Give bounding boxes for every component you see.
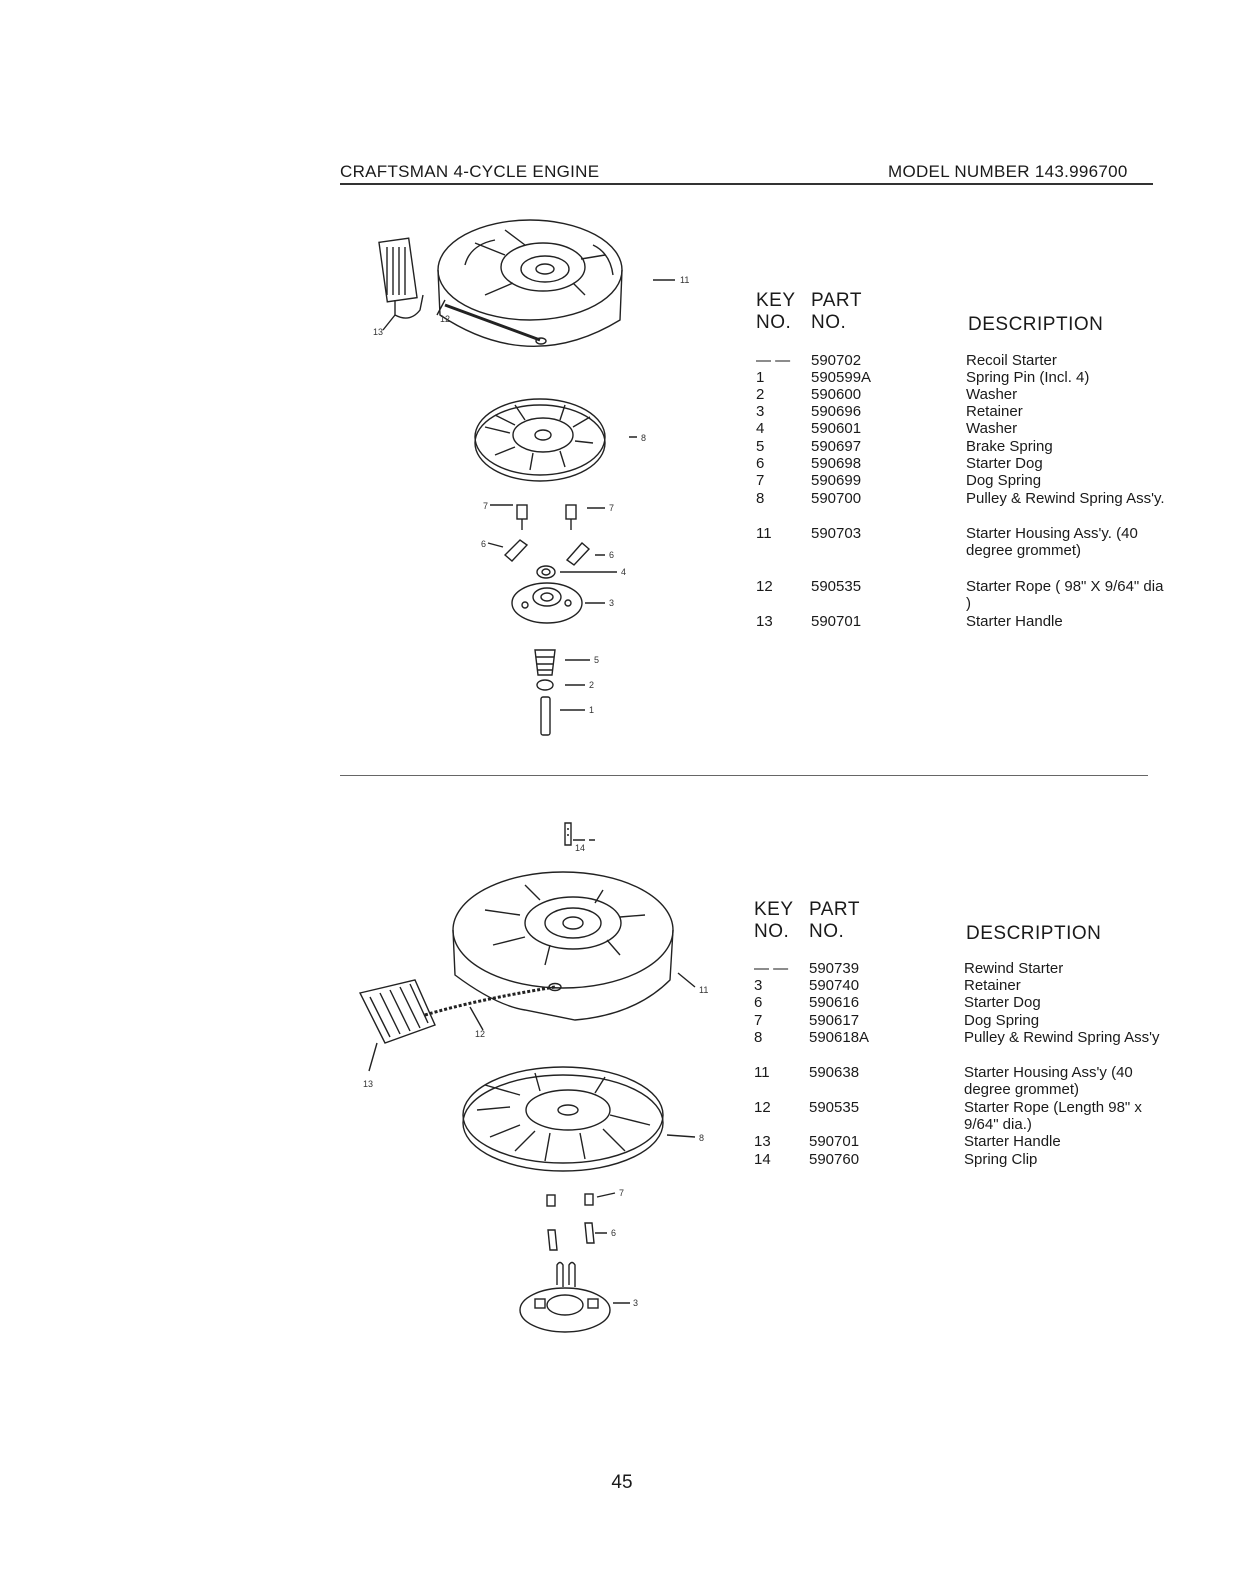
svg-text:12: 12 — [475, 1029, 486, 1039]
col-header-description: DESCRIPTION — [966, 923, 1102, 944]
svg-text:6: 6 — [609, 550, 615, 560]
svg-text:13: 13 — [363, 1079, 374, 1089]
svg-text:11: 11 — [680, 275, 690, 285]
svg-text:8: 8 — [699, 1133, 705, 1143]
svg-text:6: 6 — [481, 539, 487, 549]
col-header-part: PART — [811, 290, 862, 311]
rewind-starter-exploded-diagram — [345, 815, 725, 1345]
col-header-part-no: NO. — [811, 312, 847, 333]
col-header-key: KEY — [756, 290, 796, 311]
svg-text:5: 5 — [594, 655, 600, 665]
col-header-part: PART — [809, 899, 860, 920]
col-header-key-no: NO. — [756, 312, 792, 333]
svg-text:7: 7 — [609, 503, 615, 513]
recoil-starter-exploded-diagram — [355, 205, 715, 750]
svg-text:12: 12 — [440, 314, 451, 324]
col-header-part-no: NO. — [809, 921, 845, 942]
col-header-description: DESCRIPTION — [968, 314, 1104, 335]
header-engine-title: CRAFTSMAN 4-CYCLE ENGINE — [340, 162, 600, 181]
section-divider — [340, 775, 1148, 776]
header-rule — [340, 183, 1153, 185]
svg-text:3: 3 — [633, 1298, 639, 1308]
svg-text:2: 2 — [589, 680, 595, 690]
svg-text:8: 8 — [641, 433, 647, 443]
svg-text:7: 7 — [619, 1188, 625, 1198]
parts-table-recoil-starter: KEY NO. PART NO. DESCRIPTION — — 590702 Recoil Starter 1 590599A Spring Pin (Incl. 4) 2 590600 Washer 3 590696 Retainer 4 590601 Washer 5 590697 Brake Spring 6 590698 Starter Dog 7 590699 Dog Spring 8 590700 Pulley & Rewind Spring Ass'y. 11 590703 Starter Housing Ass'y. (40 degree grommet) 12 590535 Starter Rope ( 98" X 9/64" dia ) 13 590701 Starter Handle — [756, 290, 1165, 630]
svg-text:4: 4 — [621, 567, 627, 577]
svg-text:14: 14 — [575, 843, 586, 853]
svg-text:7: 7 — [483, 501, 489, 511]
svg-text:13: 13 — [373, 327, 384, 337]
header-model-number: MODEL NUMBER 143.996700 — [888, 162, 1128, 181]
page-number: 45 — [611, 1472, 633, 1493]
svg-text:1: 1 — [589, 705, 595, 715]
svg-text:11: 11 — [699, 985, 709, 995]
col-header-key: KEY — [754, 899, 794, 920]
parts-table-rewind-starter: KEY NO. PART NO. DESCRIPTION — — 590739 Rewind Starter 3 590740 Retainer 6 590616 Starter Dog 7 590617 Dog Spring 8 590618A Pulley & Rewind Spring Ass'y 11 590638 Starter Housing Ass'y (40 degree grommet) 12 590535 Starter Rope (Length 98" x 9/64" dia.) 13 590701 Starter Handle 14 590760 Spring Clip — [754, 899, 1160, 1168]
col-header-key-no: NO. — [754, 921, 790, 942]
svg-text:3: 3 — [609, 598, 615, 608]
svg-text:6: 6 — [611, 1228, 617, 1238]
